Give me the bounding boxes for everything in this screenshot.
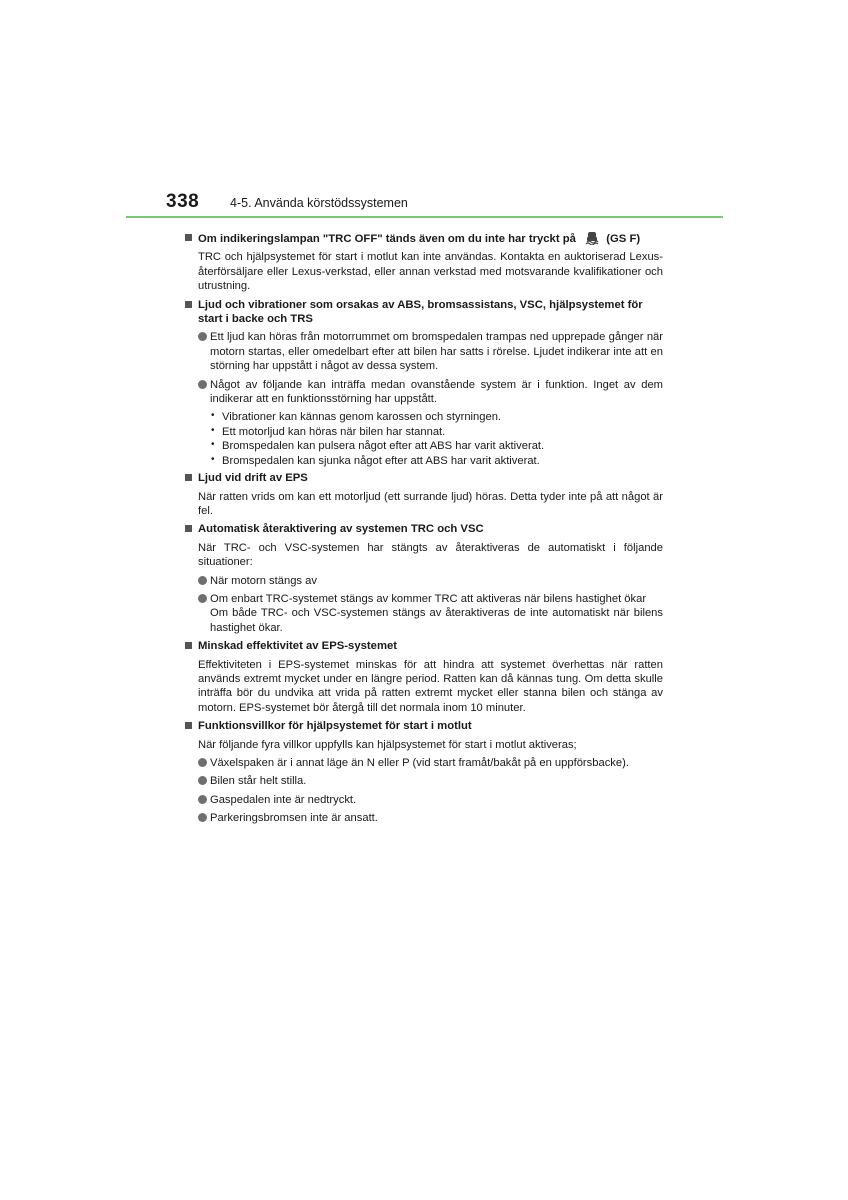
list-item-text: När motorn stängs av: [210, 574, 317, 587]
list-item-text: Något av följande kan inträffa medan ovanstående system är i funktion. Inget av dem indikerar att en funktionsstörning har uppstått.: [210, 378, 663, 406]
section-heading: [185, 231, 663, 246]
list-item-text: Ett ljud kan höras från motorrummet om bromspedalen trampas ned upprepade gånger när motorn startas, eller omedelbart efter att bilen har satts i rörelse. Ljudet indikerar inte att en störning har uppstått i något av dessa system.: [210, 331, 663, 373]
paragraph: TRC och hjälpsystemet för start i motlut kan inte användas. Kontakta en auktoriserad Lexus-återförsäljare eller Lexus-verkstad, eller annan verkstad med motsvarande kvalifikationer och utrustning.: [198, 251, 663, 293]
section-eps-noise: [185, 471, 663, 518]
section-heading-text: Automatisk återaktivering av systemen TRC och VSC: [198, 523, 484, 536]
sub-list-item: [185, 425, 663, 439]
section-heading: [185, 298, 663, 327]
sub-list-item-text: Bromspedalen kan sjunka något efter att ABS har varit aktiverat.: [222, 454, 540, 467]
section-noise-vibrations: [185, 298, 663, 468]
square-bullet-icon: [185, 722, 192, 729]
sub-list-item: [185, 410, 663, 424]
list-item-text: Parkeringsbromsen inte är ansatt.: [210, 812, 378, 825]
square-bullet-icon: [185, 301, 192, 308]
round-bullet-icon: [198, 576, 207, 585]
paragraph: Effektiviteten i EPS-systemet minskas för att hindra att systemet överhettas när ratten används extremt mycket under en längre period. Ratten kan då kännas tung. Om detta skulle inträffa bör du undvika att vrida på ratten extremt mycket eller stanna bilen och stänga av motorn. EPS-systemet bör återgå till det normala inom 10 minuter.: [198, 658, 663, 714]
small-bullet-icon: •: [211, 439, 215, 451]
section-heading-text: Ljud och vibrationer som orsakas av ABS, bromsassistans, VSC, hjälpsystemet för start i backe och TRS: [198, 298, 643, 326]
list-item-text: Om enbart TRC-systemet stängs av kommer TRC att aktiveras när bilens hastighet ökar: [210, 592, 647, 605]
list-item: [185, 574, 663, 588]
list-item-text: Gaspedalen inte är nedtryckt.: [210, 793, 357, 806]
section-heading-text: Funktionsvillkor för hjälpsystemet för start i motlut: [198, 720, 472, 733]
sub-list-item-text: Bromspedalen kan pulsera något efter att ABS har varit aktiverat.: [222, 440, 545, 453]
square-bullet-icon: [185, 525, 192, 532]
list-item: [185, 330, 663, 373]
vsc-off-car-icon: [585, 231, 599, 245]
page-content: [185, 231, 663, 830]
sub-list-item: [185, 454, 663, 468]
list-item: [185, 756, 663, 770]
list-item-text: Bilen står helt stilla.: [210, 775, 307, 788]
section-title: 4-5. Använda körstödssystemen: [230, 196, 408, 210]
round-bullet-icon: [198, 380, 207, 389]
paragraph: När TRC- och VSC-systemen har stängts av återaktiveras de automatiskt i följande situationer:: [198, 541, 663, 569]
list-item: [185, 592, 663, 606]
section-heading-text: Minskad effektivitet av EPS-systemet: [198, 640, 398, 653]
list-item-continuation: Om både TRC- och VSC-systemen stängs av återaktiveras de inte automatiskt när bilens hastighet ökar.: [210, 607, 663, 634]
section-heading: [185, 522, 663, 536]
section-heading-suffix: (GS F): [606, 233, 641, 245]
square-bullet-icon: [185, 642, 192, 649]
sub-list-item-text: Vibrationer kan kännas genom karossen och styrningen.: [222, 411, 502, 424]
small-bullet-icon: •: [211, 453, 215, 465]
square-bullet-icon: [185, 474, 192, 481]
sub-list: [185, 410, 663, 468]
list-item: [185, 774, 663, 788]
sub-list-item: [185, 439, 663, 453]
section-heading: [185, 471, 663, 485]
list-item: [185, 793, 663, 807]
section-heading: [185, 719, 663, 733]
section-heading-text: Om indikeringslampan "TRC OFF" tänds även om du inte har tryckt på: [198, 233, 576, 245]
round-bullet-icon: [198, 758, 207, 767]
square-bullet-icon: [185, 234, 192, 241]
paragraph: När ratten vrids om kan ett motorljud (ett surrande ljud) höras. Detta tyder inte på att något är fel.: [198, 490, 663, 517]
section-trc-off-indicator: [185, 231, 663, 294]
round-bullet-icon: [198, 776, 207, 785]
section-hill-start-conditions: [185, 719, 663, 825]
paragraph: När följande fyra villkor uppfylls kan hjälpsystemet för start i motlut aktiveras;: [198, 738, 577, 751]
section-heading: [185, 639, 663, 653]
list-item: [185, 811, 663, 825]
page-header: [126, 188, 723, 218]
section-heading-text: Ljud vid drift av EPS: [198, 472, 308, 485]
list-item-text: Växelspaken är i annat läge än N eller P (vid start framåt/bakåt på en uppförsbacke).: [210, 757, 629, 769]
page-number: 338: [166, 191, 200, 212]
small-bullet-icon: •: [211, 410, 215, 422]
list-item: [185, 378, 663, 407]
header-rule: [126, 216, 723, 218]
sub-list-item-text: Ett motorljud kan höras när bilen har stannat.: [222, 425, 446, 438]
section-eps-reduced-efficiency: [185, 639, 663, 715]
section-auto-reactivation: [185, 522, 663, 635]
round-bullet-icon: [198, 332, 207, 341]
small-bullet-icon: •: [211, 424, 215, 436]
round-bullet-icon: [198, 594, 207, 603]
round-bullet-icon: [198, 795, 207, 804]
round-bullet-icon: [198, 813, 207, 822]
